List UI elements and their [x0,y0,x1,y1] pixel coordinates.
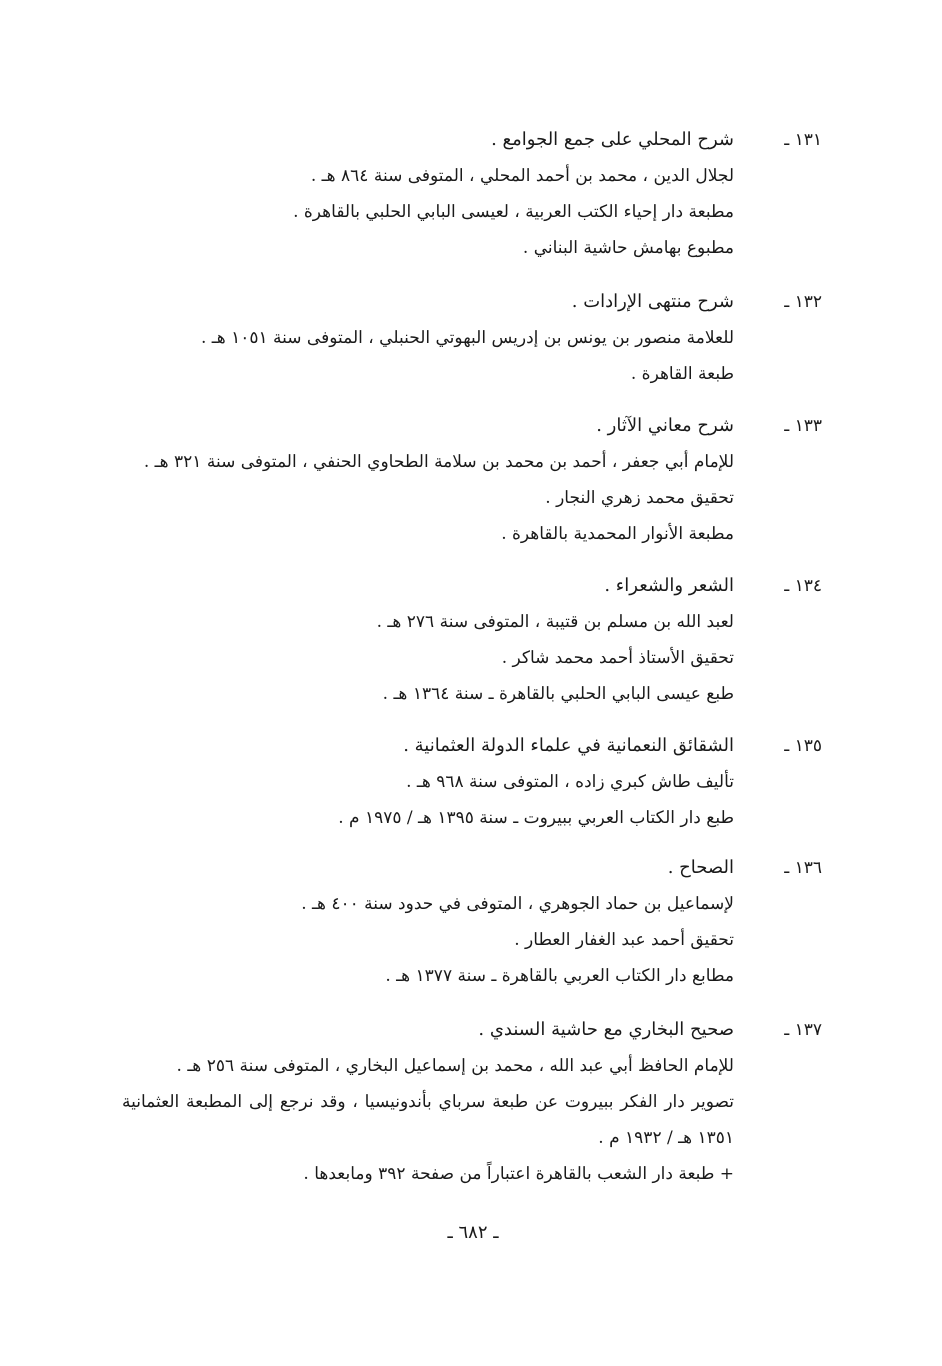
entry-body [100,122,734,266]
entry-author: تأليف طاش كبري زاده ، المتوفى سنة ٩٦٨ هـ . [406,772,734,792]
entry-title: الشقائق النعمانية في علماء الدولة العثمانية . [403,735,734,756]
entry-body [100,568,734,712]
entry-number: ١٣٥ ـ [784,736,822,756]
entry-title: الصحاح . [667,857,734,878]
entry-note: + طبعة دار الشعب بالقاهرة اعتباراً من صفحة ٣٩٢ ومابعدها . [303,1164,734,1184]
entry-body [100,284,734,392]
entry-publisher: تصوير دار الفكر ببيروت عن طبعة سرباي بأندونيسيا ، وقد نرجع إلى المطبعة العثمانية [122,1092,734,1112]
entry-body [122,1012,734,1192]
entry-publisher: مطابع دار الكتاب العربي بالقاهرة ـ سنة ١٣٧٧ هـ . [385,966,734,986]
entry-publisher: مطبعة دار إحياء الكتب العربية ، لعيسى البابي الحلبي بالقاهرة . [293,202,734,222]
entry-number: ١٣٤ ـ [784,576,822,596]
entry-title: شرح معاني الآثار . [596,415,734,436]
entry-date: ١٣٥١ هـ / ١٩٣٢ م . [598,1128,734,1148]
entry-number: ١٣١ ـ [784,130,822,150]
entry-author: لإسماعيل بن حماد الجوهري ، المتوفى في حدود سنة ٤٠٠ هـ . [301,894,734,914]
entry-editor: تحقيق محمد زهري النجار . [545,488,734,508]
entry-number: ١٣٦ ـ [784,858,822,878]
entry-body [100,728,734,836]
entry-author: لعبد الله بن مسلم بن قتيبة ، المتوفى سنة ٢٧٦ هـ . [376,612,734,632]
entry-editor: تحقيق الأستاذ أحمد محمد شاكر . [501,648,734,668]
entry-title: شرح المحلي على جمع الجوامع . [491,129,734,150]
entry-publisher: طبعة القاهرة . [630,364,734,384]
entry-title: صحيح البخاري مع حاشية السندي . [478,1019,734,1040]
entry-title: الشعر والشعراء . [604,575,734,596]
page-number: ـ ٦٨٢ ـ [447,1222,499,1243]
entry-publisher: طبع دار الكتاب العربي ببيروت ـ سنة ١٣٩٥ هـ / ١٩٧٥ م . [338,808,734,828]
entry-number: ١٣٣ ـ [784,416,822,436]
entry-title: شرح منتهى الإرادات . [571,291,734,312]
entry-author: للإمام أبي جعفر ، أحمد بن محمد بن سلامة الطحاوي الحنفي ، المتوفى سنة ٣٢١ هـ . [143,452,734,472]
entry-body [100,850,734,994]
entry-publisher: مطبعة الأنوار المحمدية بالقاهرة . [501,524,734,544]
entry-author: لجلال الدين ، محمد بن أحمد المحلي ، المتوفى سنة ٨٦٤ هـ . [310,166,734,186]
entry-number: ١٣٢ ـ [784,292,822,312]
entry-author: للعلامة منصور بن يونس بن إدريس البهوتي الحنبلي ، المتوفى سنة ١٠٥١ هـ . [200,328,734,348]
entry-body [100,408,734,552]
entry-author: للإمام الحافظ أبي عبد الله ، محمد بن إسماعيل البخاري ، المتوفى سنة ٢٥٦ هـ . [176,1056,734,1076]
entry-number: ١٣٧ ـ [784,1020,822,1040]
entry-editor: تحقيق أحمد عبد الغفار العطار . [514,930,734,950]
entry-note: مطبوع بهامش حاشية البناني . [522,238,734,258]
entry-publisher: طبع عيسى البابي الحلبي بالقاهرة ـ سنة ١٣٦٤ هـ . [382,684,734,704]
